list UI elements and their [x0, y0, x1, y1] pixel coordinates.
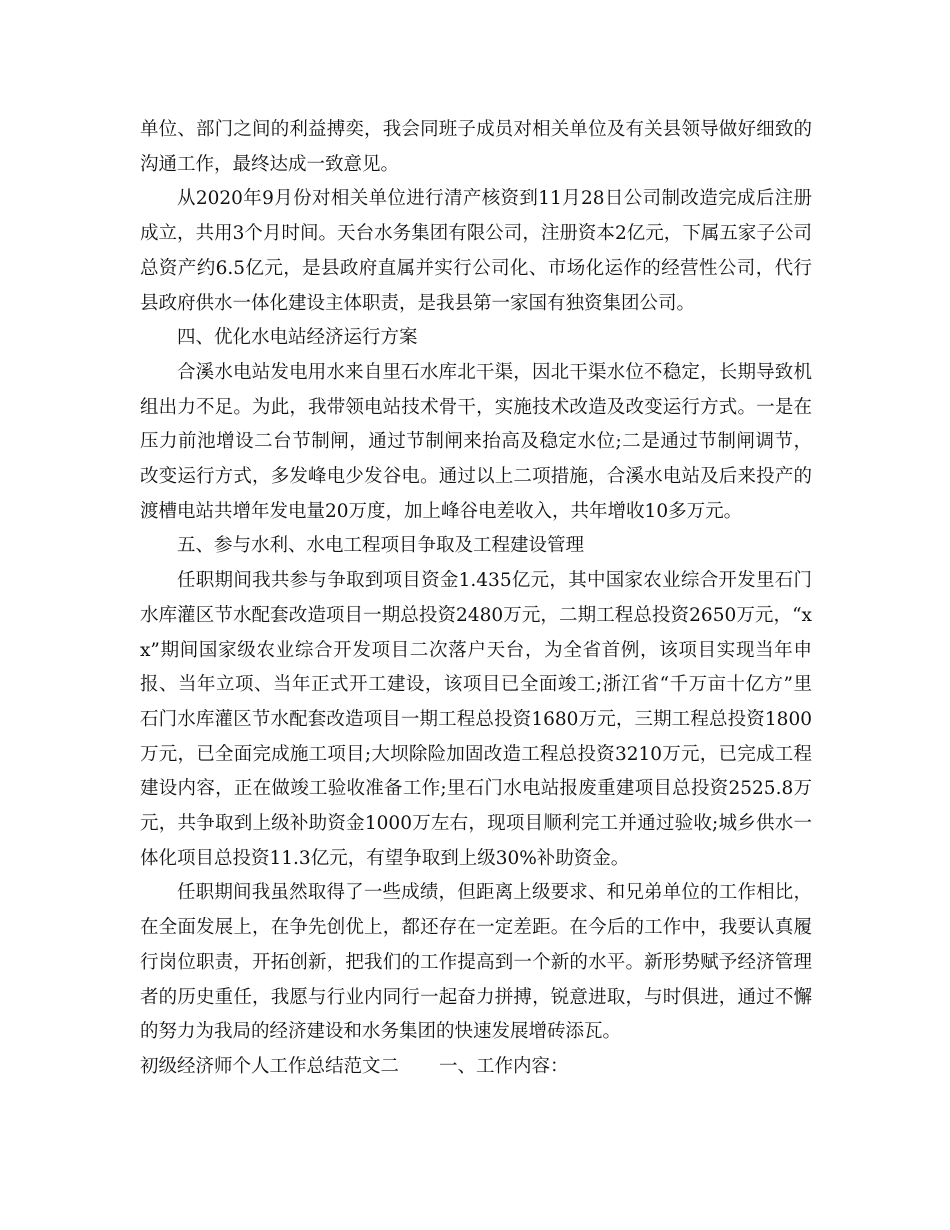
document-body: [140, 113, 812, 1085]
next-article-section: 一、工作内容：: [439, 1055, 569, 1077]
next-article-line: [140, 1050, 812, 1085]
section-heading-5: 五、参与水利、水电工程项目争取及工程建设管理: [177, 535, 585, 557]
paragraph-project-funding: 任职期间我共参与争取到项目资金1.435亿元，其中国家农业综合开发里石门水库灌区节水配套改造项目一期总投资2480万元，二期工程总投资2650万元，“xx”期间国家级农业综合开发项目二次落户天台，为全省首例，该项目实现当年申报、当年立项、当年正式开工建设，该项目已全面竣工;浙江省“千万亩十亿方”里石门水库灌区节水配套改造项目一期工程总投资1680万元，三期工程总投资1800万元，已全面完成施工项目;大坝除险加固改造工程总投资3210万元，已完成工程建设内容，正在做竣工验收准备工作;里石门水电站报废重建项目总投资2525.8万元，共争取到上级补助资金1000万左右，现项目顺利完工并通过验收;城乡供水一体化项目总投资11.3亿元，有望争取到上级30%补助资金。: [140, 570, 812, 869]
paragraph-coordination: 单位、部门之间的利益搏奕，我会同班子成员对相关单位及有关县领导做好细致的沟通工作，最终达成一致意见。: [140, 119, 812, 175]
section-heading-4: 四、优化水电站经济运行方案: [177, 327, 418, 349]
paragraph-hydropower-optimization: 合溪水电站发电用水来自里石水库北干渠，因北干渠水位不稳定，长期导致机组出力不足。为此，我带领电站技术骨干，实施技术改造及改变运行方式。一是在压力前池增设二台节制闸，通过节制闸来抬高及稳定水位;二是通过节制闸调节，改变运行方式，多发峰电少发谷电。通过以上二项措施，合溪水电站及后来投产的渡槽电站共增年发电量20万度，加上峰谷电差收入，共年增收10多万元。: [140, 361, 812, 522]
next-article-title: 初级经济师个人工作总结范文二: [140, 1055, 400, 1077]
paragraph-company-establishment: 从2020年9月份对相关单位进行清产核资到11月28日公司制改造完成后注册成立，共用3个月时间。天台水务集团有限公司，注册资本2亿元，下属五家子公司总资产约6.5亿元，是县政府直属并实行公司化、市场化运作的经营性公司，代行县政府供水一体化建设主体职责，是我县第一家国有独资集团公司。: [140, 188, 812, 314]
paragraph-summary: 任职期间我虽然取得了一些成绩，但距离上级要求、和兄弟单位的工作相比，在全面发展上，在争先创优上，都还存在一定差距。在今后的工作中，我要认真履行岗位职责，开拓创新，把我们的工作提高到一个新的水平。新形势赋予经济管理者的历史重任，我愿与行业内同行一起奋力拼搏，锐意进取，与时俱进，通过不懈的努力为我局的经济建设和水务集团的快速发展增砖添瓦。: [140, 882, 812, 1043]
